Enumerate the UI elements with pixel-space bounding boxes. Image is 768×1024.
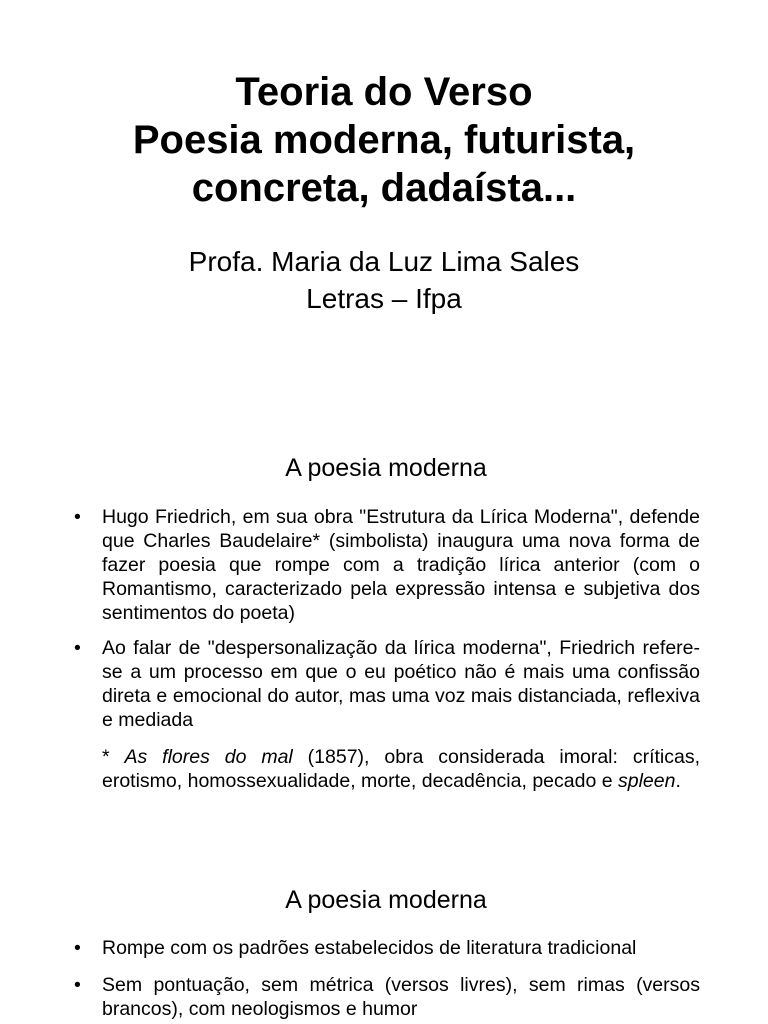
list-item xyxy=(70,973,700,1021)
author-affiliation: Letras – Ifpa xyxy=(306,283,462,314)
bullet-icon: • xyxy=(74,974,81,996)
bullet-icon: • xyxy=(74,637,81,659)
section-2-bullets-2 xyxy=(70,973,700,1021)
bullet-icon: • xyxy=(74,506,81,528)
list-item xyxy=(70,505,700,625)
author-block xyxy=(0,243,768,317)
footnote-body: (1857), obra considerada imoral: críticas, erotismo, homossexualidade, morte, decadência, pecado e xyxy=(102,746,701,792)
slide-title xyxy=(0,68,768,212)
bullet-icon: • xyxy=(74,937,81,959)
section-heading-1: A poesia moderna xyxy=(285,454,487,482)
section-heading-2: A poesia moderna xyxy=(285,886,487,914)
list-item xyxy=(70,636,700,732)
list-item xyxy=(70,936,700,960)
bullet-text: Sem pontuação, sem métrica (versos livres), sem rimas (versos brancos), com neologismos e humor xyxy=(102,974,700,1020)
section-1-bullets xyxy=(70,505,700,625)
author-name: Profa. Maria da Luz Lima Sales xyxy=(188,246,580,277)
section-2-bullets xyxy=(70,936,700,960)
title-line-2: Poesia moderna, futurista, xyxy=(132,118,636,162)
bullet-text: Rompe com os padrões estabelecidos de literatura tradicional xyxy=(102,937,637,959)
footnote-work-title: As flores do mal xyxy=(124,746,293,768)
footnote-last-word: spleen xyxy=(617,770,676,792)
title-line-1: Teoria do Verso xyxy=(235,70,533,114)
bullet-text: Hugo Friedrich, em sua obra "Estrutura da Lírica Moderna", defende que Charles Baudelaire* (simbolista) inaugura uma nova forma de fazer poesia que rompe com a tradição lírica anterior (com o Romantismo, caracterizado pela expressão intensa e subjetiva dos sentimentos do poeta) xyxy=(102,506,700,624)
title-line-3: concreta, dadaísta... xyxy=(191,166,577,210)
footnote-end: . xyxy=(675,770,681,792)
footnote xyxy=(102,745,700,793)
section-1-bullets-2 xyxy=(70,636,700,732)
bullet-text: Ao falar de "despersonalização da lírica moderna", Friedrich refere-se a um processo em que o eu poético não é mais uma confissão direta e emocional do autor, mas uma voz mais distanciada, reflexiva e mediada xyxy=(102,637,700,731)
footnote-prefix: * xyxy=(102,746,125,768)
